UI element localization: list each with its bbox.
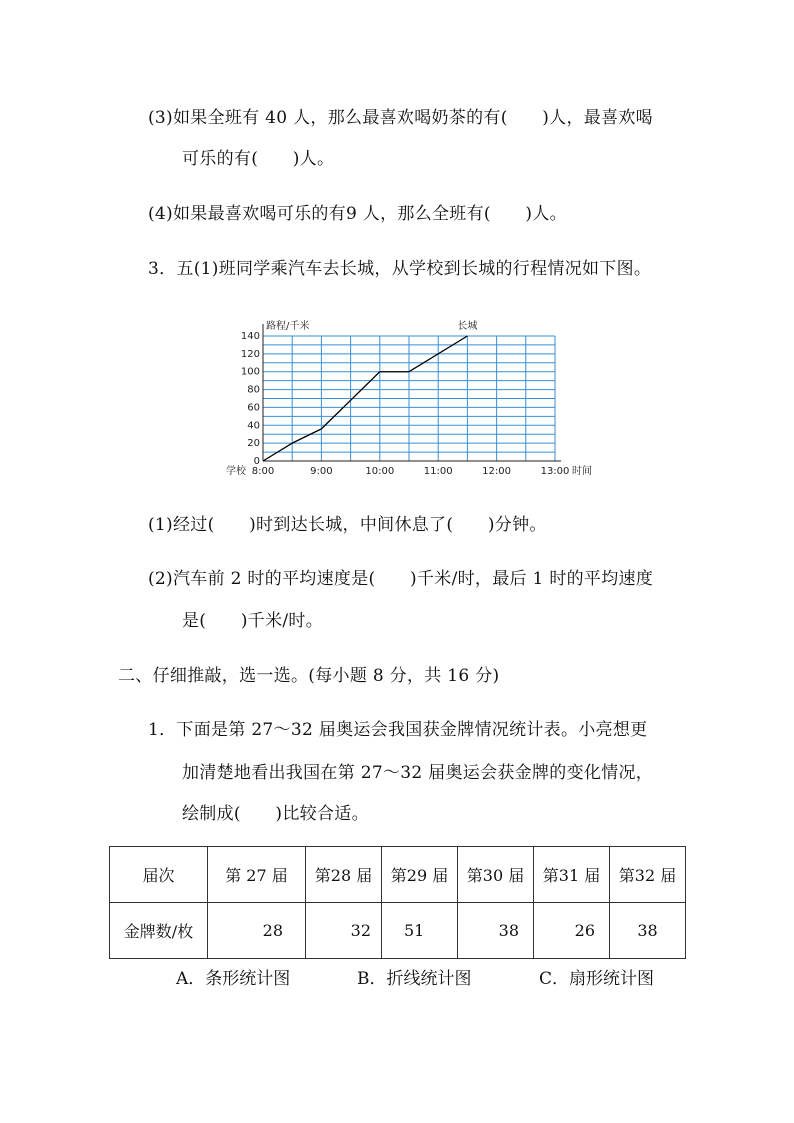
medal-count-cell: 28: [208, 903, 306, 959]
col-header: 第30 届: [458, 847, 534, 903]
q4-line: (4)如果最喜欢喝可乐的有9 人，那么全班有( )人。: [148, 204, 567, 224]
problem-3-stem: 3．五(1)班同学乘汽车去长城，从学校到长城的行程情况如下图。: [148, 259, 652, 279]
x-tick-label: 11:00: [423, 466, 453, 477]
q3-line-1: (3)如果全班有 40 人，那么最喜欢喝奶茶的有( )人，最喜欢喝: [148, 108, 653, 128]
s2-q1-line-2: 加清楚地看出我国在第 27～32 届奥运会获金牌的变化情况，: [182, 763, 654, 783]
p3-q1: (1)经过( )时到达长城，中间休息了( )分钟。: [148, 515, 547, 535]
medal-count-cell: 32: [306, 903, 382, 959]
col-header: 第29 届: [382, 847, 458, 903]
y-tick-label: 40: [247, 420, 260, 432]
s2-q1-line-1: 1．下面是第 27～32 届奥运会我国获金牌情况统计表。小亮想更: [148, 720, 648, 740]
y-tick-label: 60: [247, 402, 260, 414]
table-row: [110, 903, 686, 959]
y-axis-label: 路程/千米: [266, 321, 310, 332]
y-tick-label: 140: [240, 331, 260, 342]
x-axis-label: 时间: [572, 466, 592, 477]
table-row: [110, 847, 686, 903]
distance-time-line-chart: [226, 316, 592, 480]
y-tick-label: 0: [253, 456, 260, 467]
col-header: 第 27 届: [208, 847, 306, 903]
x-tick-label: 9:00: [310, 466, 333, 477]
s2-q1-line-3: 绘制成( )比较合适。: [182, 804, 369, 824]
option-a[interactable]: A．条形统计图: [176, 969, 291, 989]
row-header-medals: 金牌数/枚: [110, 903, 208, 959]
olympic-gold-medal-table: [109, 846, 686, 959]
series-line-segment: [292, 429, 321, 443]
end-label: 长城: [457, 321, 478, 332]
option-b[interactable]: B．折线统计图: [357, 969, 472, 989]
p3-q2-line-1: (2)汽车前 2 时的平均速度是( )千米/时，最后 1 时的平均速度: [148, 569, 654, 589]
col-header: 第31 届: [534, 847, 610, 903]
y-tick-label: 120: [240, 348, 260, 360]
row-header-session: 届次: [110, 847, 208, 903]
medal-count-cell: 38: [610, 903, 686, 959]
medal-count-cell: 38: [458, 903, 534, 959]
medal-count-cell: 51: [382, 903, 458, 959]
y-tick-label: 20: [247, 438, 260, 450]
q3-line-2: 可乐的有( )人。: [182, 149, 335, 169]
chart-grid: [263, 336, 555, 461]
x-tick-label: 8:00: [251, 466, 275, 477]
x-tick-label: 13:00: [540, 466, 570, 477]
p3-q2-line-2: 是( )千米/时。: [182, 611, 323, 631]
y-tick-label: 80: [247, 384, 260, 396]
option-c[interactable]: C．扇形统计图: [539, 969, 655, 989]
x-tick-label: 12:00: [482, 466, 512, 477]
section-2-heading: 二、仔细推敲，选一选。(每小题 8 分，共 16 分): [118, 666, 500, 686]
col-header: 第28 届: [306, 847, 382, 903]
y-tick-label: 100: [240, 366, 260, 378]
col-header: 第32 届: [610, 847, 686, 903]
medal-count-cell: 26: [534, 903, 610, 959]
x-tick-label: 10:00: [365, 466, 395, 477]
start-label: 学校: [226, 466, 246, 477]
